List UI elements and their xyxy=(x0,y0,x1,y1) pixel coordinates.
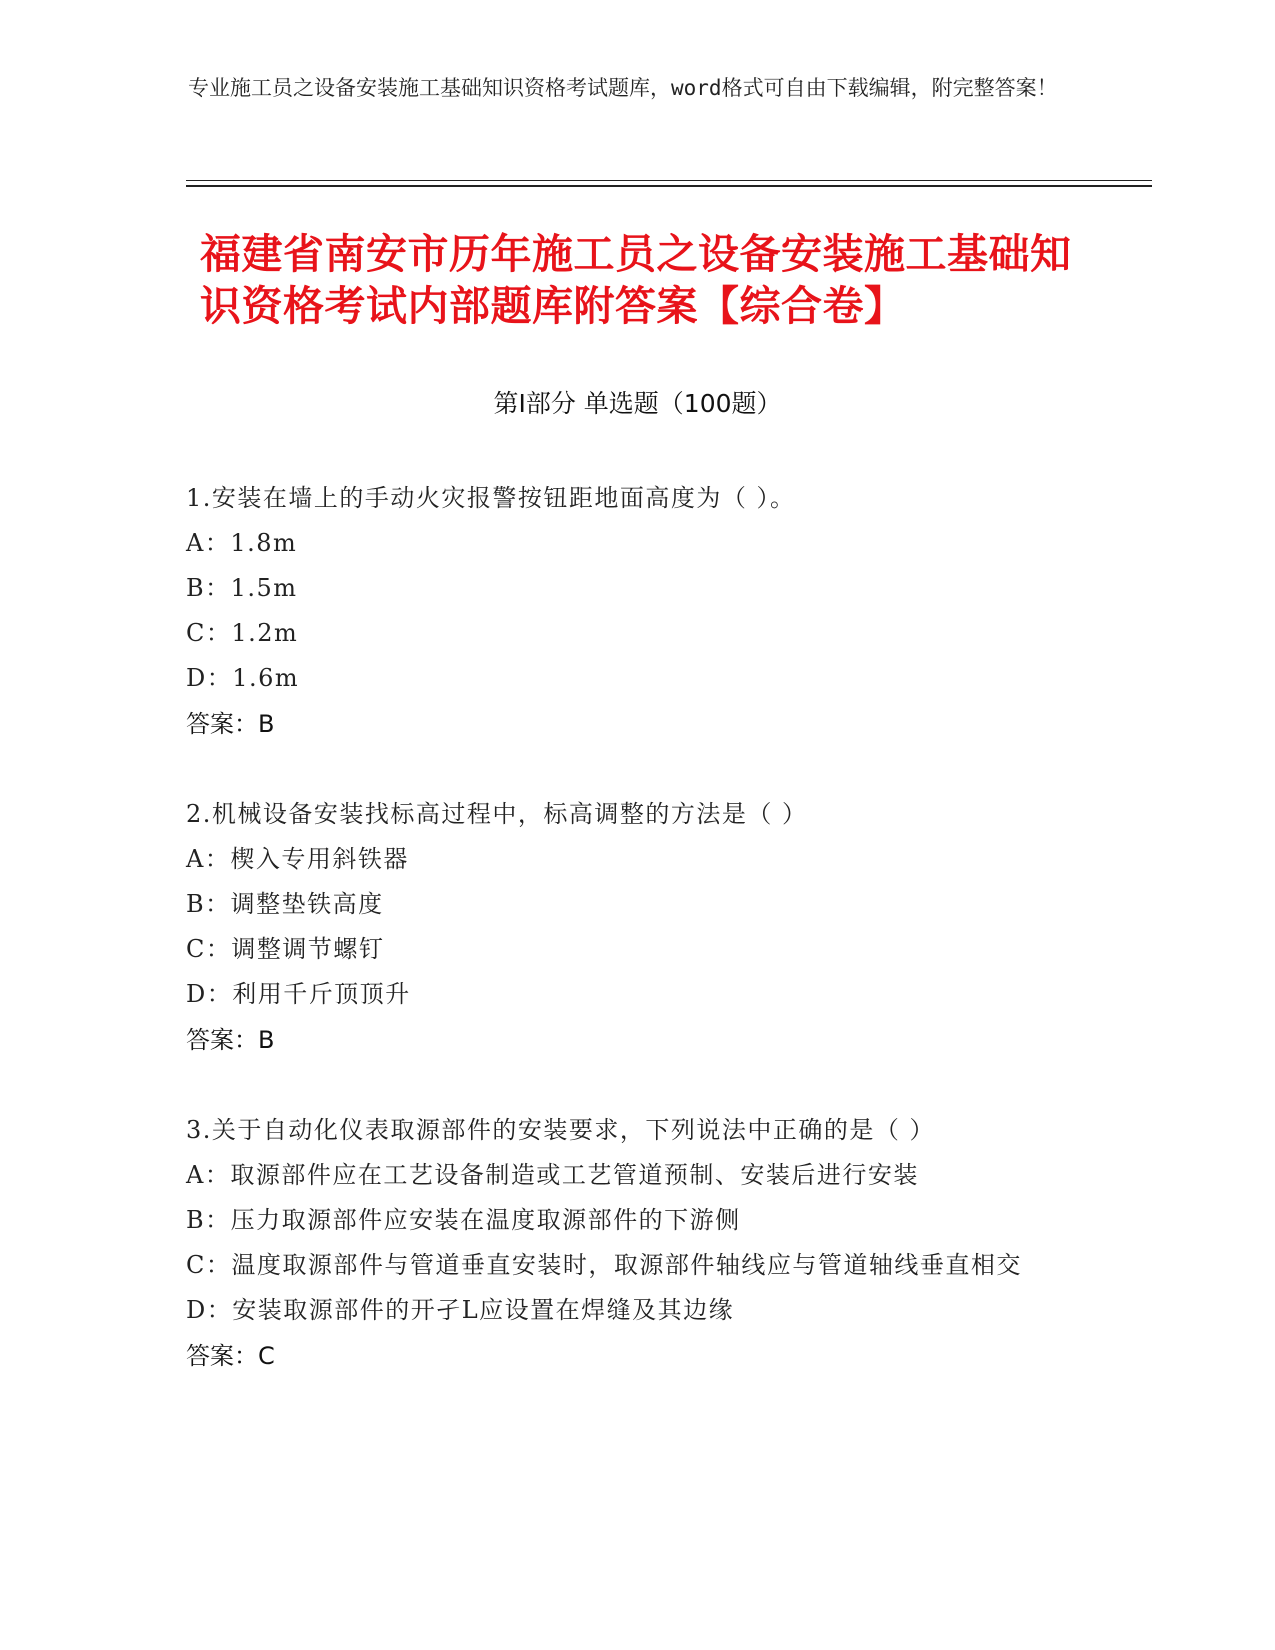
option-a: A：1.8m xyxy=(186,529,298,557)
option-d: D：1.6m xyxy=(186,664,300,692)
option-c: C：调整调节螺钉 xyxy=(186,935,385,963)
option-b: B：调整垫铁高度 xyxy=(186,890,384,918)
document-title: 福建省南安市历年施工员之设备安装施工基础知识资格考试内部题库附答案【综合卷】 xyxy=(200,230,1072,330)
option-a: A：取源部件应在工艺设备制造或工艺管道预制、安装后进行安装 xyxy=(186,1161,919,1189)
option-b: B：1.5m xyxy=(186,574,298,602)
header-divider-thin xyxy=(186,180,1152,181)
option-b: B：压力取源部件应安装在温度取源部件的下游侧 xyxy=(186,1206,741,1234)
question-stem: 3.关于自动化仪表取源部件的安装要求，下列说法中正确的是（ ） xyxy=(186,1116,936,1144)
question-stem: 2.机械设备安装找标高过程中，标高调整的方法是（ ） xyxy=(186,800,808,828)
option-d: D：安装取源部件的开孑L应设置在焊缝及其边缘 xyxy=(186,1296,735,1324)
option-c: C：温度取源部件与管道垂直安装时，取源部件轴线应与管道轴线垂直相交 xyxy=(186,1251,1022,1279)
section-title: 第Ⅰ部分 单选题（100题） xyxy=(493,389,782,418)
answer-line: 答案：B xyxy=(186,710,275,738)
question-block xyxy=(186,476,1086,747)
question-stem: 1.安装在墙上的手动火灾报警按钮距地面高度为（ ）。 xyxy=(186,484,796,512)
option-c: C：1.2m xyxy=(186,619,299,647)
option-d: D：利用千斤顶顶升 xyxy=(186,980,411,1008)
answer-line: 答案：C xyxy=(186,1342,275,1370)
question-block xyxy=(186,1108,1086,1379)
header-divider-thick xyxy=(186,185,1152,187)
option-a: A：楔入专用斜铁器 xyxy=(186,845,409,873)
answer-line: 答案：B xyxy=(186,1026,275,1054)
question-block xyxy=(186,792,1086,1063)
header-note: 专业施工员之设备安装施工基础知识资格考试题库，word格式可自由下载编辑，附完整答案！ xyxy=(188,76,1058,100)
